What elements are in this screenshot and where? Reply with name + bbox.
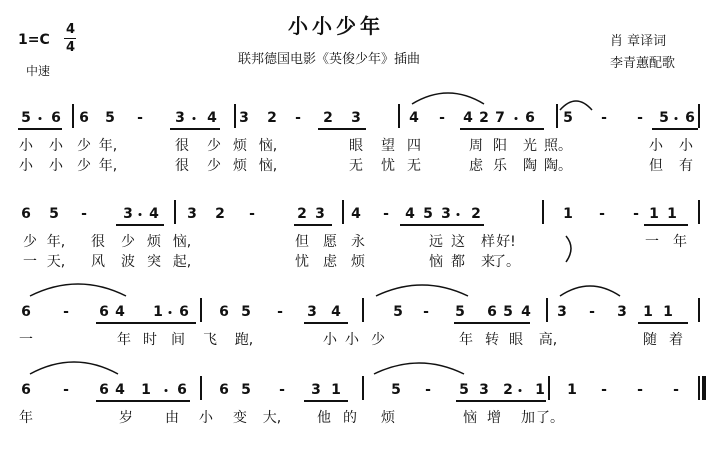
song-title: 小小少年 <box>288 14 384 38</box>
lyric-verse1: 这 <box>451 234 465 250</box>
key-signature: 1=C <box>18 32 50 48</box>
note: 1 <box>663 304 673 320</box>
note: 3 <box>175 110 185 126</box>
lyric-verse1: 恼, <box>172 234 192 250</box>
lyric-verse2: 了。 <box>492 254 520 270</box>
dash: - <box>279 382 285 398</box>
lyric-verse1: 的 <box>343 410 357 426</box>
note: 1 <box>153 304 163 320</box>
dash: - <box>63 382 69 398</box>
lyric-verse2: 忧 <box>295 254 309 270</box>
note: 1 <box>535 382 545 398</box>
note: 5 <box>459 382 469 398</box>
lyric-verse1: 烦 <box>381 410 395 426</box>
lyric-verse1: 周 <box>469 138 483 154</box>
note: 1 <box>649 206 659 222</box>
lyric-verse1: 小 <box>199 410 213 426</box>
lyric-verse2: 都 <box>451 254 465 270</box>
song-arranger: 李青蕙配歌 <box>610 56 676 71</box>
lyric-verse1: 很 <box>91 234 105 250</box>
dash: - <box>637 382 643 398</box>
note: 6 <box>685 110 695 126</box>
lyric-verse1: 小 <box>49 138 63 154</box>
dash: - <box>295 110 301 126</box>
lyric-verse1: 年 <box>117 332 131 348</box>
note: 6 <box>177 382 187 398</box>
note: 6 <box>487 304 497 320</box>
note: 1 <box>141 382 151 398</box>
note: 4 <box>409 110 419 126</box>
dash: - <box>601 382 607 398</box>
lyric-verse1: 飞 <box>203 332 217 348</box>
lyric-verse1: 了。 <box>536 410 564 426</box>
lyric-verse2: 小 <box>49 158 63 174</box>
dash: - <box>81 206 87 222</box>
tempo-marking: 中速 <box>26 64 51 78</box>
note: 6 <box>99 382 109 398</box>
lyric-verse2: 小 <box>19 158 33 174</box>
note: 2 <box>215 206 225 222</box>
note: 4 <box>405 206 415 222</box>
dash: - <box>423 304 429 320</box>
note: 3 <box>311 382 321 398</box>
lyric-verse1: 变 <box>233 410 247 426</box>
note: 5 <box>241 382 251 398</box>
note: 5 <box>423 206 433 222</box>
note: 6 <box>79 110 89 126</box>
note: 1 <box>667 206 677 222</box>
note: 1 <box>567 382 577 398</box>
lyric-verse2: 突 <box>147 254 161 270</box>
dash: - <box>137 110 143 126</box>
note: 3 <box>123 206 133 222</box>
note: 4 <box>149 206 159 222</box>
note: 6 <box>51 110 61 126</box>
lyric-verse2: 恼 <box>429 254 443 270</box>
note: 3 <box>557 304 567 320</box>
time-signature-bottom: 4 <box>66 40 76 55</box>
lyric-verse2: 烦 <box>351 254 365 270</box>
note: 5 <box>455 304 465 320</box>
lyric-verse1: 照。 <box>544 138 572 154</box>
lyric-verse1: 小 <box>19 138 33 154</box>
lyric-verse1: 时 <box>143 332 157 348</box>
slur <box>30 284 126 296</box>
lyric-verse1: 岁 <box>119 410 133 426</box>
dash: - <box>383 206 389 222</box>
lyric-verse1: 很 <box>175 138 189 154</box>
slur <box>374 363 464 374</box>
lyric-verse1: 加 <box>521 410 535 426</box>
lyric-verse1: 恼, <box>258 138 278 154</box>
note: 5 <box>393 304 403 320</box>
lyric-verse1: 永 <box>351 234 365 250</box>
lyric-verse1: 年 <box>19 410 33 426</box>
lyric-verse1: 一 <box>19 332 33 348</box>
lyric-verse2: 陶 <box>523 158 537 174</box>
note: 3 <box>617 304 627 320</box>
lyric-verse1: 高, <box>538 332 558 348</box>
lyric-verse1: 他 <box>317 410 331 426</box>
lyric-verse2: 有 <box>679 158 693 174</box>
slur <box>412 93 484 104</box>
note: 7 <box>495 110 505 126</box>
lyric-verse1: 少 <box>23 234 37 250</box>
note: 5 <box>21 110 31 126</box>
note: 3 <box>307 304 317 320</box>
slur <box>560 286 620 296</box>
dash: - <box>633 206 639 222</box>
lyric-verse1: 四 <box>407 138 421 154</box>
note: 6 <box>219 382 229 398</box>
note: 5 <box>241 304 251 320</box>
lyric-verse2: 但 <box>649 158 663 174</box>
note: 5 <box>503 304 513 320</box>
lyric-verse1: 恼 <box>463 410 477 426</box>
lyric-verse1: 跑, <box>234 332 254 348</box>
lyric-verse1: 小 <box>679 138 693 154</box>
note: 4 <box>463 110 473 126</box>
slur <box>30 362 118 374</box>
lyric-verse2: 一 <box>23 254 37 270</box>
lyric-verse1: 望 <box>381 138 395 154</box>
lyric-verse2: 虑 <box>469 158 483 174</box>
lyric-verse1: 但 <box>295 234 309 250</box>
note: 2 <box>267 110 277 126</box>
dash: - <box>439 110 445 126</box>
note: 6 <box>21 206 31 222</box>
note: 4 <box>351 206 361 222</box>
slur <box>560 101 592 110</box>
note: 5 <box>659 110 669 126</box>
note: 6 <box>21 382 31 398</box>
note: 6 <box>99 304 109 320</box>
lyric-verse1: 少 <box>77 138 91 154</box>
lyric-verse1: 远 <box>429 234 443 250</box>
note: 2 <box>323 110 333 126</box>
dash: - <box>589 304 595 320</box>
lyric-verse2: 年, <box>98 158 118 174</box>
lyric-verse1: 样 <box>481 234 495 250</box>
note: 5 <box>391 382 401 398</box>
note: 4 <box>521 304 531 320</box>
dash: - <box>601 110 607 126</box>
lyric-verse1: 烦 <box>147 234 161 250</box>
lyric-verse1: 眼 <box>509 332 523 348</box>
note: 4 <box>115 382 125 398</box>
lyric-verse2: 少 <box>207 158 221 174</box>
verse-bracket <box>566 236 571 262</box>
lyric-verse2: 无 <box>349 158 363 174</box>
lyric-verse1: 少 <box>121 234 135 250</box>
dash: - <box>673 382 679 398</box>
lyric-verse2: 烦 <box>233 158 247 174</box>
lyric-verse2: 来 <box>481 254 495 270</box>
lyric-verse2: 少 <box>77 158 91 174</box>
note: 3 <box>239 110 249 126</box>
note: 4 <box>331 304 341 320</box>
note: 5 <box>105 110 115 126</box>
note: 3 <box>441 206 451 222</box>
lyric-verse1: 随 <box>643 332 657 348</box>
lyric-verse1: 一 <box>645 234 659 250</box>
lyric-verse1: 间 <box>171 332 185 348</box>
note: 1 <box>643 304 653 320</box>
note: 6 <box>179 304 189 320</box>
lyric-verse1: 少 <box>207 138 221 154</box>
lyric-verse2: 波 <box>121 254 135 270</box>
slur <box>376 285 468 296</box>
lyric-verse1: 年 <box>459 332 473 348</box>
lyric-verse1: 眼 <box>349 138 363 154</box>
note: 1 <box>331 382 341 398</box>
note: 4 <box>207 110 217 126</box>
lyric-verse2: 乐 <box>493 158 507 174</box>
lyric-verse1: 年 <box>673 234 687 250</box>
lyric-verse2: 陶。 <box>544 158 572 174</box>
note: 2 <box>471 206 481 222</box>
note: 2 <box>297 206 307 222</box>
note: 3 <box>315 206 325 222</box>
dash: - <box>277 304 283 320</box>
time-signature-top: 4 <box>66 22 76 37</box>
lyric-verse1: 小 <box>649 138 663 154</box>
lyric-verse1: 阳 <box>493 138 507 154</box>
dash: - <box>63 304 69 320</box>
lyric-verse2: 无 <box>407 158 421 174</box>
lyric-verse2: 起, <box>172 254 192 270</box>
lyric-verse1: 年, <box>98 138 118 154</box>
lyric-verse2: 很 <box>175 158 189 174</box>
note: 6 <box>21 304 31 320</box>
lyric-verse1: 大, <box>262 410 282 426</box>
dash: - <box>599 206 605 222</box>
lyric-verse2: 虑 <box>323 254 337 270</box>
lyric-verse1: 年, <box>46 234 66 250</box>
lyric-verse2: 忧 <box>381 158 395 174</box>
note: 6 <box>219 304 229 320</box>
lyric-verse1: 由 <box>165 410 179 426</box>
note: 6 <box>525 110 535 126</box>
lyric-verse1: 愿 <box>323 234 337 250</box>
note: 2 <box>503 382 513 398</box>
lyric-verse1: 小 <box>345 332 359 348</box>
dash: - <box>425 382 431 398</box>
note: 5 <box>563 110 573 126</box>
note: 3 <box>351 110 361 126</box>
lyric-verse2: 天, <box>46 254 66 270</box>
note: 1 <box>563 206 573 222</box>
lyric-verse1: 少 <box>371 332 385 348</box>
lyric-verse1: 转 <box>485 332 499 348</box>
lyric-verse2: 风 <box>91 254 105 270</box>
film-source: 联邦德国电影《英俊少年》插曲 <box>238 52 421 67</box>
lyric-verse2: 恼, <box>258 158 278 174</box>
lyric-translator: 肖 章译词 <box>610 34 667 49</box>
note: 3 <box>187 206 197 222</box>
lyric-verse1: 光 <box>523 138 537 154</box>
dash: - <box>249 206 255 222</box>
note: 4 <box>115 304 125 320</box>
dash: - <box>637 110 643 126</box>
lyric-verse1: 增 <box>487 410 501 426</box>
note: 5 <box>49 206 59 222</box>
lyric-verse1: 烦 <box>233 138 247 154</box>
lyric-verse1: 着 <box>669 332 683 348</box>
note: 2 <box>479 110 489 126</box>
lyric-verse1: 小 <box>323 332 337 348</box>
note: 3 <box>479 382 489 398</box>
lyric-verse1: 好! <box>496 234 516 250</box>
